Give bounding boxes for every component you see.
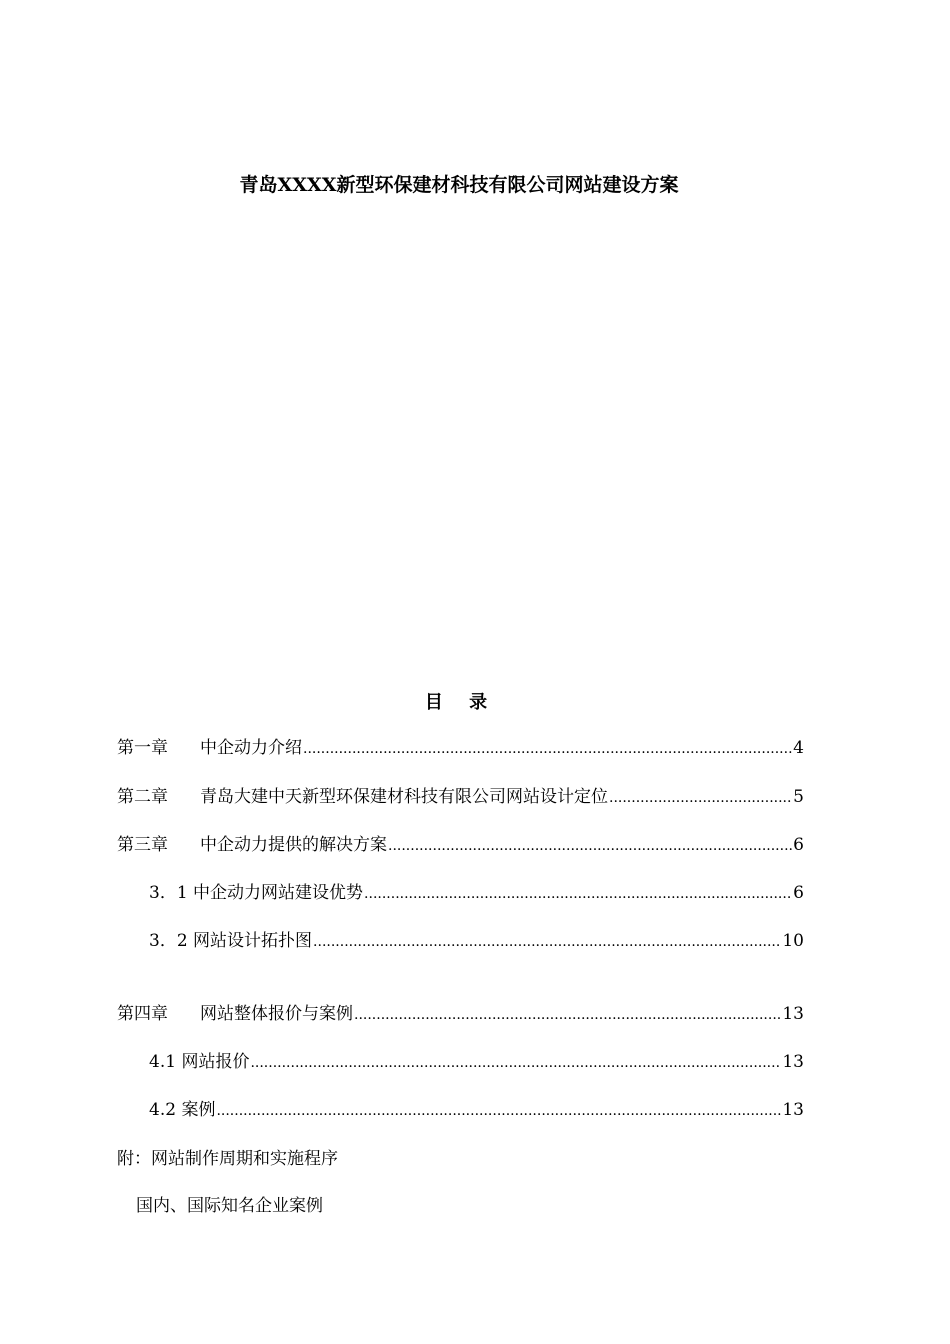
toc-entry-label: 4.2 案例 — [149, 1100, 216, 1120]
toc-entry-label: 中企动力提供的解决方案 — [200, 835, 387, 855]
toc-entry-chapter-4[interactable] — [117, 1002, 804, 1027]
toc-entry-label: 青岛大建中天新型环保建材科技有限公司网站设计定位 — [200, 787, 608, 807]
toc-page-number: 5 — [793, 787, 804, 807]
toc-page-number: 13 — [782, 1004, 804, 1024]
toc-page-number: 4 — [793, 738, 804, 758]
toc-entry-section-3-2[interactable] — [149, 929, 804, 954]
toc-page-number: 6 — [793, 883, 804, 903]
toc-page-number: 13 — [782, 1100, 804, 1120]
toc-page-number: 6 — [793, 835, 804, 855]
toc-appendix-sub: 国内、国际知名企业案例 — [136, 1196, 323, 1216]
toc-entry-chapter-1[interactable] — [117, 736, 804, 761]
toc-chapter-number: 第四章 — [117, 1004, 168, 1024]
toc-leader-dots — [388, 834, 792, 858]
toc-appendix: 附：网站制作周期和实施程序 — [117, 1149, 338, 1169]
toc-page-number: 13 — [782, 1052, 804, 1072]
toc-leader-dots — [313, 930, 781, 954]
toc-leader-dots — [303, 737, 792, 761]
document-title: 青岛XXXX新型环保建材科技有限公司网站建设方案 — [239, 174, 679, 196]
toc-entry-label: 网站整体报价与案例 — [200, 1004, 353, 1024]
toc-entry-label: 3．1 中企动力网站建设优势 — [149, 883, 364, 903]
toc-entry-chapter-2[interactable] — [117, 785, 804, 810]
toc-leader-dots — [250, 1051, 781, 1075]
toc-entry-label: 4.1 网站报价 — [149, 1052, 250, 1072]
toc-heading: 目 录 — [424, 692, 498, 713]
toc-entry-section-3-1[interactable] — [149, 881, 804, 906]
toc-chapter-number: 第二章 — [117, 787, 168, 807]
toc-leader-dots — [364, 882, 792, 906]
toc-page-number: 10 — [782, 931, 804, 951]
toc-entry-label: 中企动力介绍 — [200, 738, 302, 758]
toc-entry-section-4-1[interactable] — [149, 1050, 804, 1075]
toc-leader-dots — [354, 1003, 781, 1027]
toc-entry-section-4-2[interactable] — [149, 1098, 804, 1123]
toc-entry-label: 3．2 网站设计拓扑图 — [149, 931, 313, 951]
toc-chapter-number: 第一章 — [117, 738, 168, 758]
toc-leader-dots — [216, 1099, 781, 1123]
toc-entry-chapter-3[interactable] — [117, 833, 804, 858]
toc-leader-dots — [609, 786, 792, 810]
toc-chapter-number: 第三章 — [117, 835, 168, 855]
